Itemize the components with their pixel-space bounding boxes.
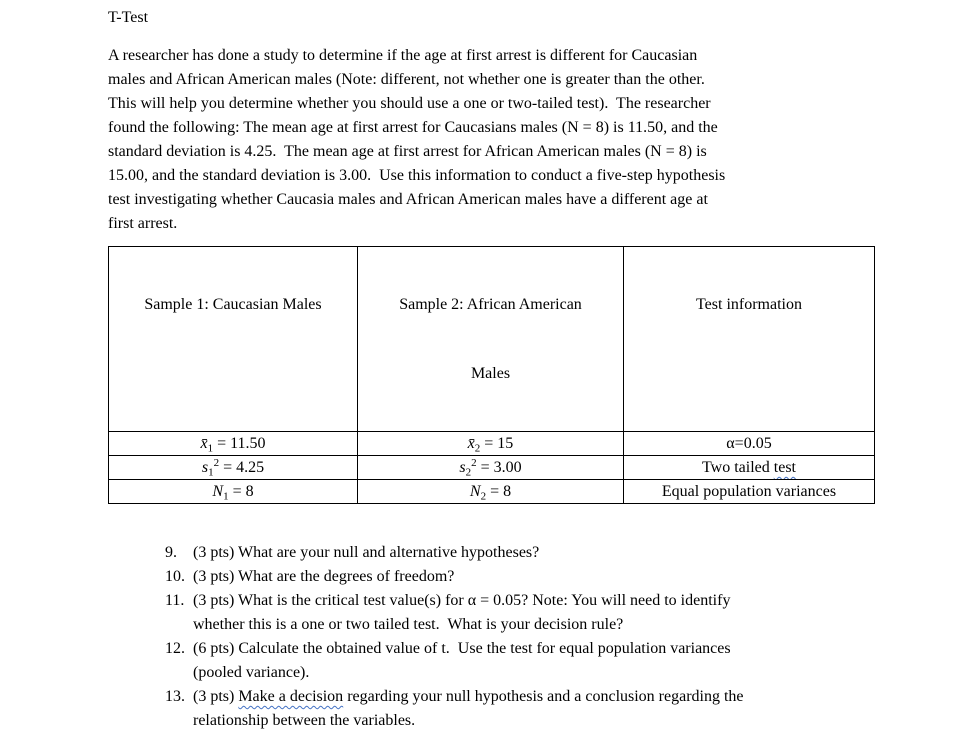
header-line: Sample 1: Caucasian Males bbox=[144, 296, 322, 313]
question-text bbox=[193, 637, 874, 685]
paragraph-line: 15.00, and the standard deviation is 3.00. Use this information to conduct a five-step hypothesis bbox=[108, 167, 726, 184]
question-text bbox=[193, 685, 874, 733]
question-line bbox=[193, 685, 874, 709]
question-number: 9. bbox=[165, 544, 177, 561]
questions-list bbox=[165, 541, 874, 733]
table-row-variances bbox=[109, 456, 875, 480]
math-subscript: 2 bbox=[480, 490, 487, 503]
stat-variance-sample1 bbox=[109, 456, 358, 480]
math-variable: x̄ bbox=[200, 435, 208, 452]
math-value: = 4.25 bbox=[219, 459, 265, 476]
question-item-12 bbox=[165, 637, 874, 685]
math-subscript: 1 bbox=[207, 442, 214, 455]
math-subscript: 2 bbox=[465, 466, 472, 479]
math-variable: s bbox=[459, 459, 466, 476]
table-row-sample-sizes bbox=[109, 480, 875, 504]
cell-text: Two tailed bbox=[702, 459, 774, 476]
question-item-10 bbox=[165, 565, 874, 589]
paragraph-line: males and African American males (Note: different, not whether one is greater than the other. bbox=[108, 71, 705, 88]
math-value: = 15 bbox=[480, 435, 514, 452]
math-superscript: 2 bbox=[471, 456, 477, 469]
cell-text: α=0.05 bbox=[726, 435, 772, 452]
question-number: 13. bbox=[165, 688, 185, 705]
question-item-13 bbox=[165, 685, 874, 733]
paragraph-line: first arrest. bbox=[108, 215, 178, 232]
question-number: 12. bbox=[165, 640, 185, 657]
question-text-prefix: (3 pts) bbox=[193, 688, 239, 705]
paragraph-line: This will help you determine whether you should use a one or two-tailed test). The researcher bbox=[108, 95, 711, 112]
question-text bbox=[193, 541, 874, 565]
question-number: 11. bbox=[165, 592, 185, 609]
cell-text: Equal population variances bbox=[661, 483, 837, 500]
test-type bbox=[624, 456, 875, 480]
paragraph-line: test investigating whether Caucasia males and African American males have a different age at bbox=[108, 191, 708, 208]
question-text bbox=[193, 565, 874, 589]
header-line: Males bbox=[470, 365, 511, 382]
math-subscript: 1 bbox=[208, 466, 214, 479]
math-value: = 8 bbox=[228, 483, 254, 500]
math-superscript: 2 bbox=[213, 456, 220, 469]
question-line: (6 pts) Calculate the obtained value of t. Use the test for equal population variances bbox=[193, 640, 731, 657]
document-title: T-Test bbox=[108, 9, 149, 26]
stats-table bbox=[108, 246, 875, 504]
math-value: = 3.00 bbox=[476, 459, 522, 476]
header-line: Sample 2: African American bbox=[399, 296, 582, 313]
header-sample1 bbox=[109, 247, 358, 432]
question-line: (3 pts) What is the critical test value(s) for α = 0.05? Note: You will need to identify bbox=[193, 592, 731, 609]
math-value: = 11.50 bbox=[213, 435, 266, 452]
question-text-suffix: regarding your null hypothesis and a conclusion regarding the bbox=[343, 688, 744, 705]
question-line: (pooled variance). bbox=[193, 664, 310, 681]
stat-variance-sample2 bbox=[358, 456, 624, 480]
header-line: Test information bbox=[696, 296, 802, 313]
stat-n-sample1 bbox=[109, 480, 358, 504]
table-header-row bbox=[109, 247, 875, 432]
paragraph-line: standard deviation is 4.25. The mean age at first arrest for African American males (N = 8) is bbox=[108, 143, 707, 160]
question-item-9 bbox=[165, 541, 874, 565]
document-content bbox=[108, 6, 874, 733]
question-line: relationship between the variables. bbox=[193, 712, 416, 729]
paragraph-line: A researcher has done a study to determine if the age at first arrest is different for Caucasian bbox=[108, 47, 698, 64]
question-item-11 bbox=[165, 589, 874, 637]
alpha-value bbox=[624, 432, 875, 456]
math-subscript: 2 bbox=[474, 442, 481, 455]
proofing-marked-word: test bbox=[773, 459, 796, 476]
math-variable: x̄ bbox=[467, 435, 475, 452]
intro-paragraph bbox=[108, 44, 874, 236]
header-sample2 bbox=[358, 247, 624, 432]
question-number: 10. bbox=[165, 568, 185, 585]
header-test-information bbox=[624, 247, 875, 432]
stat-mean-sample1 bbox=[109, 432, 358, 456]
question-line: (3 pts) What are your null and alternative hypotheses? bbox=[193, 544, 540, 561]
math-variable: N bbox=[212, 483, 224, 500]
paragraph-line: found the following: The mean age at first arrest for Caucasians males (N = 8) is 11.50, and the bbox=[108, 119, 718, 136]
math-value: = 8 bbox=[486, 483, 512, 500]
stat-n-sample2 bbox=[358, 480, 624, 504]
math-variable: s bbox=[201, 459, 209, 476]
table-row-means bbox=[109, 432, 875, 456]
variance-assumption bbox=[624, 480, 875, 504]
question-text bbox=[193, 589, 874, 637]
stat-mean-sample2 bbox=[358, 432, 624, 456]
question-line: (3 pts) What are the degrees of freedom? bbox=[193, 568, 455, 585]
math-variable: N bbox=[469, 483, 481, 500]
math-subscript: 1 bbox=[223, 490, 229, 503]
question-line: whether this is a one or two tailed test. What is your decision rule? bbox=[193, 616, 624, 633]
proofing-marked-phrase: Make a decision bbox=[238, 688, 344, 705]
